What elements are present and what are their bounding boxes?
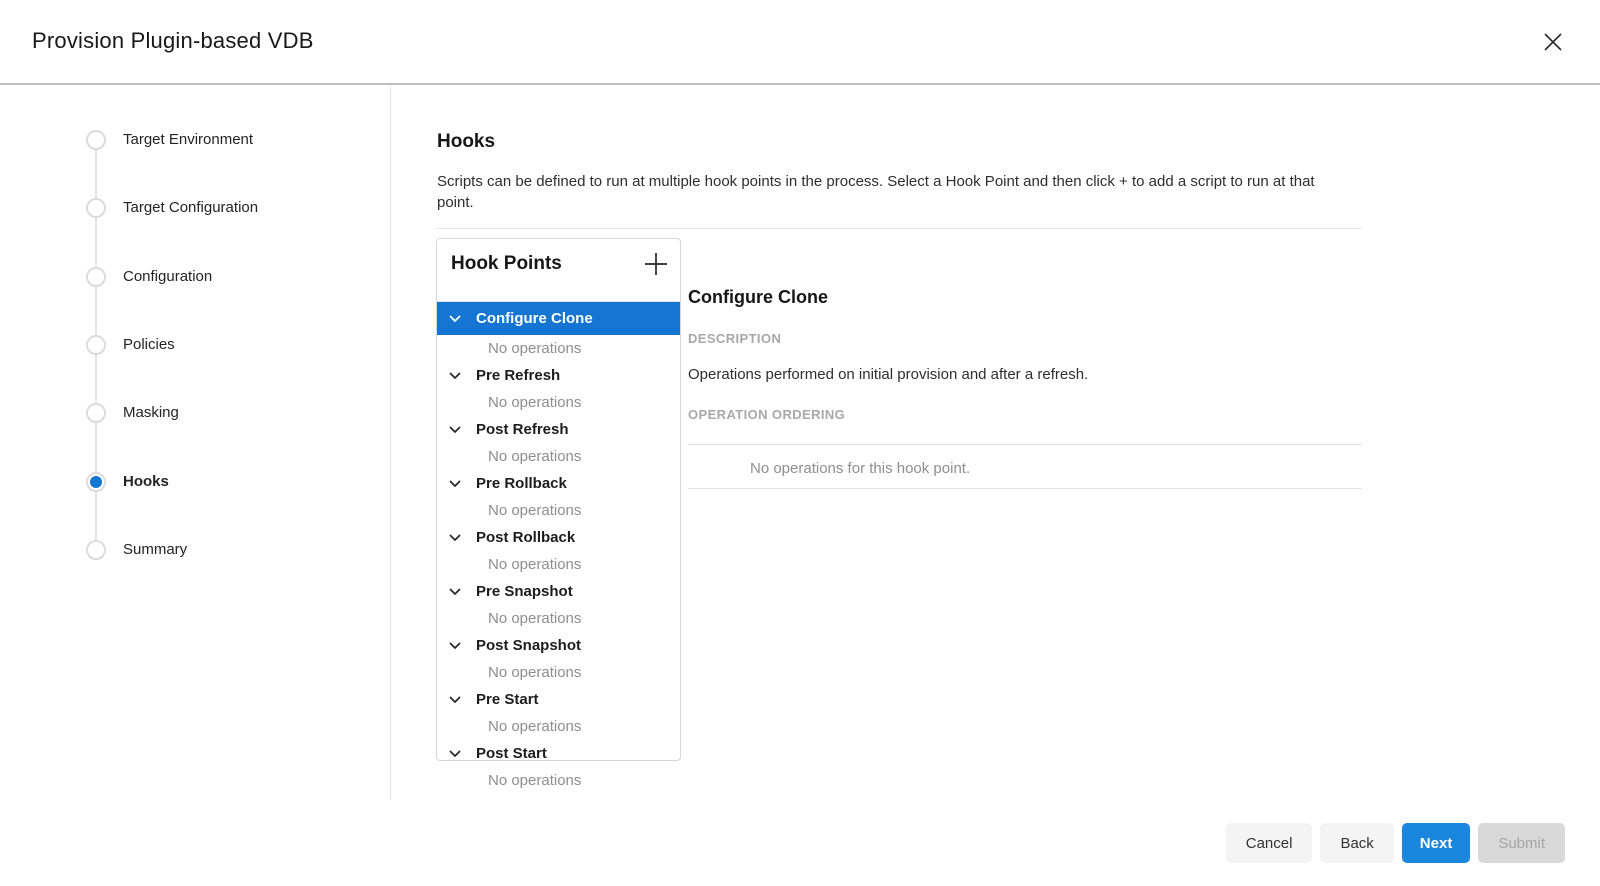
no-operations-item: No operations (488, 556, 582, 573)
stepper-item-target-environment[interactable] (0, 128, 389, 152)
stepper-item-target-configuration[interactable] (0, 196, 389, 220)
hook-point-label: Post Snapshot (476, 637, 582, 654)
hook-point-post-rollback[interactable] (437, 524, 680, 551)
step-label: Configuration (123, 268, 213, 285)
chevron-down-icon (448, 639, 462, 653)
cancel-button[interactable]: Cancel (1226, 823, 1313, 863)
hook-point-post-start[interactable] (437, 740, 680, 767)
back-button[interactable]: Back (1320, 823, 1393, 863)
chevron-down-icon (448, 747, 462, 761)
operation-ordering-label: OPERATION ORDERING (688, 407, 846, 422)
step-circle (86, 198, 106, 218)
chevron-down-icon (448, 423, 462, 437)
no-operations-item: No operations (488, 718, 582, 735)
no-operations-item: No operations (488, 448, 582, 465)
step-label: Hooks (123, 473, 169, 490)
hook-point-label: Pre Start (476, 691, 539, 708)
wizard-footer (1226, 823, 1565, 863)
hook-point-post-refresh[interactable] (437, 416, 680, 443)
step-circle (86, 267, 106, 287)
no-operations-item: No operations (488, 394, 582, 411)
chevron-down-icon (448, 693, 462, 707)
hook-detail-title: Configure Clone (688, 287, 828, 307)
hook-point-label: Post Refresh (476, 421, 569, 438)
hook-point-configure-clone[interactable] (437, 302, 680, 335)
step-circle-active (86, 472, 106, 492)
chevron-down-icon (448, 531, 462, 545)
ordering-divider-top (688, 444, 1362, 445)
stepper-item-hooks[interactable] (0, 470, 389, 494)
no-operations-item: No operations (488, 502, 582, 519)
hook-point-pre-snapshot[interactable] (437, 578, 680, 605)
hook-point-label: Pre Rollback (476, 475, 567, 492)
stepper-item-configuration[interactable] (0, 265, 389, 289)
add-hook-script-button[interactable] (641, 249, 671, 279)
hook-points-panel (436, 238, 681, 789)
no-operations-item: No operations (488, 772, 582, 789)
ordering-divider-bottom (688, 488, 1362, 489)
hook-description-text: Operations performed on initial provision and after a refresh. (688, 366, 1089, 383)
next-button[interactable]: Next (1402, 823, 1471, 863)
hook-point-label: Post Rollback (476, 529, 576, 546)
hook-points-list (437, 302, 680, 794)
hook-points-title: Hook Points (451, 253, 562, 274)
hook-point-pre-refresh[interactable] (437, 362, 680, 389)
content-divider (437, 228, 1362, 229)
hook-point-label: Configure Clone (476, 310, 593, 327)
dialog-titlebar (0, 0, 1600, 85)
hook-point-label: Pre Refresh (476, 367, 561, 384)
stepper-divider (390, 87, 391, 800)
description-label: DESCRIPTION (688, 331, 782, 346)
hook-point-pre-start[interactable] (437, 686, 680, 713)
page-title: Hooks (437, 131, 496, 152)
hook-point-label: Pre Snapshot (476, 583, 573, 600)
stepper-item-summary[interactable] (0, 538, 389, 562)
step-label: Masking (123, 404, 179, 421)
submit-button[interactable]: Submit (1478, 823, 1565, 863)
step-label: Target Configuration (123, 199, 259, 216)
no-operations-message: No operations for this hook point. (750, 460, 971, 477)
step-circle (86, 403, 106, 423)
close-icon (1540, 29, 1566, 55)
chevron-down-icon (448, 369, 462, 383)
no-operations-item: No operations (488, 340, 582, 357)
chevron-down-icon (448, 585, 462, 599)
hook-point-pre-rollback[interactable] (437, 470, 680, 497)
hook-point-label: Post Start (476, 745, 547, 762)
step-circle (86, 540, 106, 560)
step-label: Policies (123, 336, 175, 353)
dialog-title: Provision Plugin-based VDB (32, 28, 314, 53)
hook-points-header (437, 239, 680, 302)
no-operations-item: No operations (488, 664, 582, 681)
step-circle (86, 335, 106, 355)
stepper-item-masking[interactable] (0, 401, 389, 425)
hooks-intro-text: Scripts can be defined to run at multiple hook points in the process. Select a Hook Point and then click + to add a script to run at that point. (437, 173, 1315, 211)
hook-point-post-snapshot[interactable] (437, 632, 680, 659)
step-label: Target Environment (123, 131, 254, 148)
stepper-item-policies[interactable] (0, 333, 389, 357)
step-circle (86, 130, 106, 150)
plus-icon (642, 250, 670, 278)
wizard-stepper (0, 87, 389, 800)
no-operations-item: No operations (488, 610, 582, 627)
close-button[interactable] (1538, 27, 1568, 57)
step-label: Summary (123, 541, 188, 558)
chevron-down-icon (448, 477, 462, 491)
chevron-down-icon (448, 312, 462, 326)
